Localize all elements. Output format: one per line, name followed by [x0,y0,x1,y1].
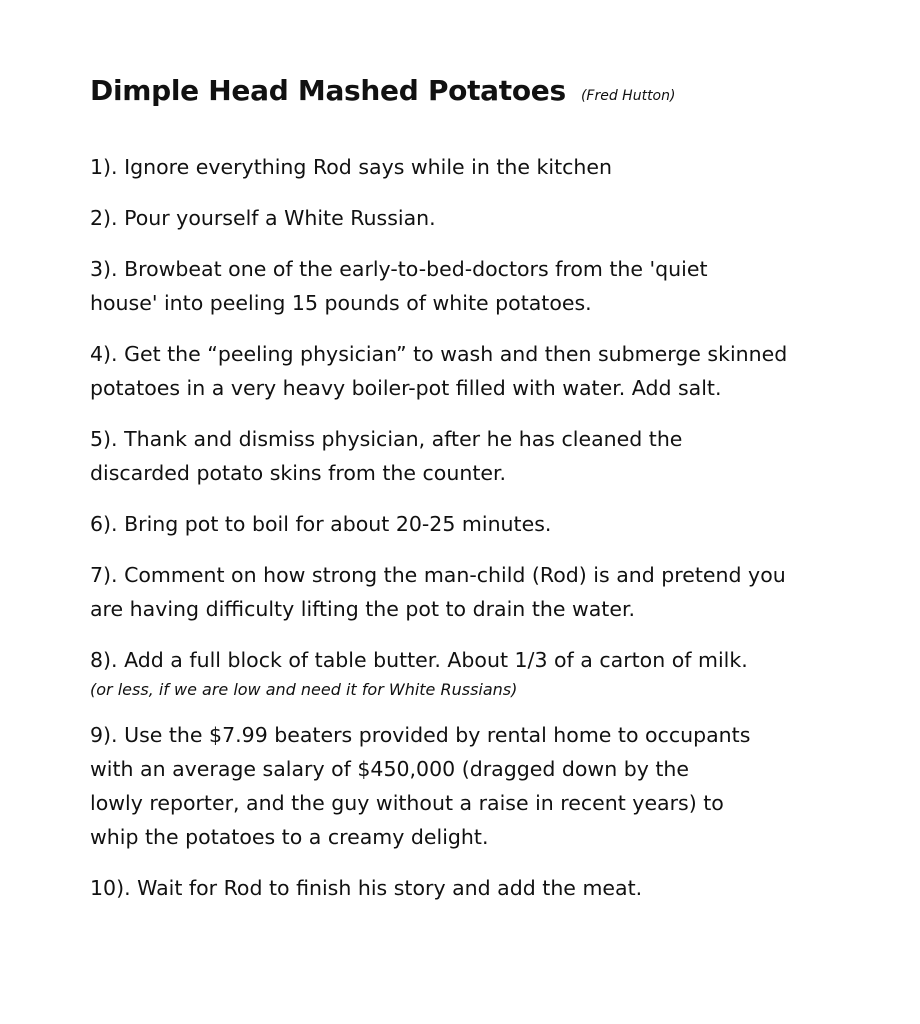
step-2 [90,201,860,235]
step-5 [90,422,860,490]
step-10 [90,871,860,905]
step-7 [90,558,860,626]
step-line: 3). Browbeat one of the early-to-bed-doctors from the 'quiet [90,257,708,281]
recipe-title: Dimple Head Mashed Potatoes [90,74,566,107]
step-line: 9). Use the $7.99 beaters provided by rental home to occupants [90,723,751,747]
step-line: 2). Pour yourself a White Russian. [90,206,436,230]
step-line: 5). Thank and dismiss physician, after he has cleaned the [90,427,683,451]
step-3 [90,252,860,320]
recipe-steps [90,150,860,922]
step-line: 7). Comment on how strong the man-child (Rod) is and pretend you [90,563,786,587]
step-line: discarded potato skins from the counter. [90,461,507,485]
step-note: (or less, if we are low and need it for White Russians) [90,680,518,699]
step-line: 4). Get the “peeling physician” to wash and then submerge skinned [90,342,788,366]
step-line: potatoes in a very heavy boiler-pot filled with water. Add salt. [90,376,722,400]
step-6 [90,507,860,541]
step-line: house' into peeling 15 pounds of white potatoes. [90,291,592,315]
title-row [90,74,675,107]
recipe-author: (Fred Hutton) [580,88,676,104]
step-line: 6). Bring pot to boil for about 20-25 minutes. [90,512,552,536]
step-8 [90,643,860,701]
step-line: 8). Add a full block of table butter. About 1/3 of a carton of milk. [90,648,748,672]
step-4 [90,337,860,405]
step-9 [90,718,860,854]
step-1 [90,150,860,184]
step-line: 10). Wait for Rod to finish his story and add the meat. [90,876,643,900]
step-line: 1). Ignore everything Rod says while in the kitchen [90,155,613,179]
step-line: lowly reporter, and the guy without a raise in recent years) to [90,791,724,815]
step-line: with an average salary of $450,000 (dragged down by the [90,757,690,781]
step-line: whip the potatoes to a creamy delight. [90,825,489,849]
step-line: are having difficulty lifting the pot to drain the water. [90,597,636,621]
